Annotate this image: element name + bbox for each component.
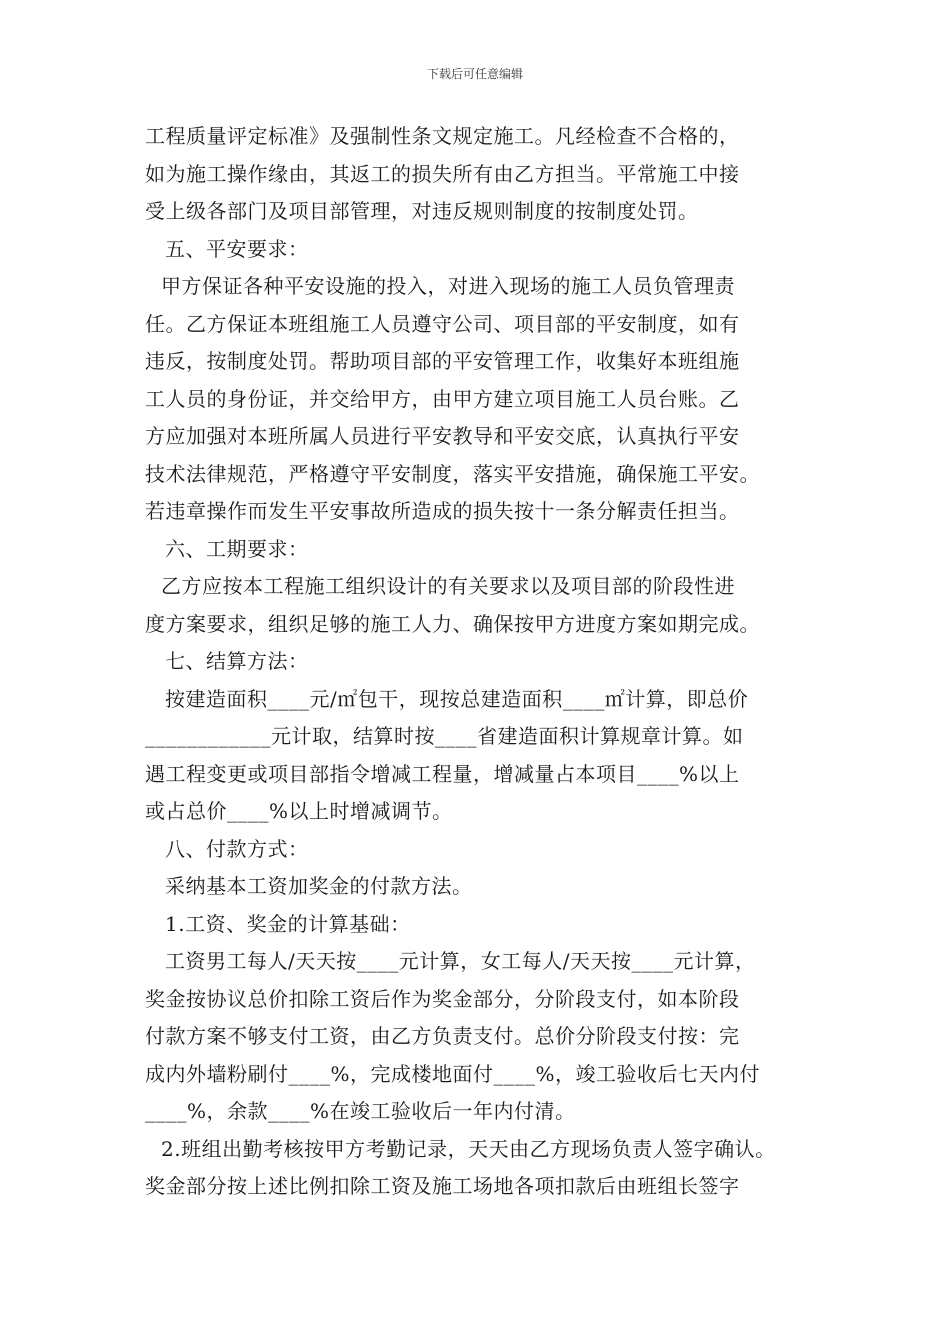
section-heading-settlement: 七、结算方法： [165, 649, 309, 673]
text-line: 按建造面积____元/㎡包干，现按总建造面积____㎡计算，即总价 [165, 686, 749, 711]
text-line: 受上级各部门及项目部管理，对违反规则制度的按制度处罚。 [145, 199, 699, 223]
page-header-note: 下载后可任意编辑 [426, 67, 523, 81]
section-heading-schedule: 六、工期要求： [165, 536, 309, 561]
text-line: 若违章操作而发生平安事故所造成的损失按十一条分解责任担当。 [145, 499, 740, 523]
text-line: 工人员的身份证，并交给甲方，由甲方建立项目施工人员台账。乙 [145, 386, 740, 411]
text-line: 遇工程变更或项目部指令增减工程量，增减量占本项目____%以上 [145, 761, 740, 786]
text-line: 工资男工每人/天天按____元计算，女工每人/天天按____元计算， [165, 949, 756, 973]
text-line: 技术法律规范，严格遵守平安制度，落实平安措施，确保施工平安。 [145, 461, 760, 486]
text-line: 或占总价____%以上时增减调节。 [145, 799, 453, 823]
text-line: 奖金按协议总价扣除工资后作为奖金部分，分阶段支付，如本阶段 [145, 986, 740, 1011]
text-line: 付款方案不够支付工资，由乙方负责支付。总价分阶段支付按：完 [145, 1024, 740, 1048]
text-line: 奖金部分按上述比例扣除工资及施工场地各项扣款后由班组长签字 [145, 1174, 740, 1198]
text-line: 2.班组出勤考核按甲方考勤记录，天天由乙方现场负责人签字确认。 [161, 1136, 776, 1161]
text-line: ____%，余款____%在竣工验收后一年内付清。 [145, 1099, 576, 1123]
subsection-heading-wage-basis: 1.工资、奖金的计算基础： [165, 911, 411, 936]
text-line: 工程质量评定标准》及强制性条文规定施工。凡经检查不合格的， [145, 124, 740, 148]
text-line: 采纳基本工资加奖金的付款方法。 [165, 874, 473, 898]
text-line: 方应加强对本班所属人员进行平安教导和平安交底，认真执行平安 [145, 424, 740, 448]
text-line: 任。乙方保证本班组施工人员遵守公司、项目部的平安制度，如有 [145, 311, 740, 336]
text-line: 成内外墙粉刷付____%，完成楼地面付____%，竣工验收后七天内付 [145, 1061, 761, 1086]
section-heading-payment: 八、付款方式： [165, 836, 309, 861]
text-line: 违反，按制度处罚。帮助项目部的平安管理工作，收集好本班组施 [145, 349, 740, 373]
section-heading-safety: 五、平安要求： [165, 236, 309, 261]
text-line: ____________元计取，结算时按____省建造面积计算规章计算。如 [145, 724, 744, 748]
text-line: 如为施工操作缘由，其返工的损失所有由乙方担当。平常施工中接 [145, 161, 740, 186]
text-line: 甲方保证各种平安设施的投入，对进入现场的施工人员负管理责 [161, 274, 735, 298]
text-line: 度方案要求，组织足够的施工人力、确保按甲方进度方案如期完成。 [145, 611, 760, 636]
document-body [145, 118, 835, 1206]
text-line: 乙方应按本工程施工组织设计的有关要求以及项目部的阶段性进 [161, 574, 735, 598]
